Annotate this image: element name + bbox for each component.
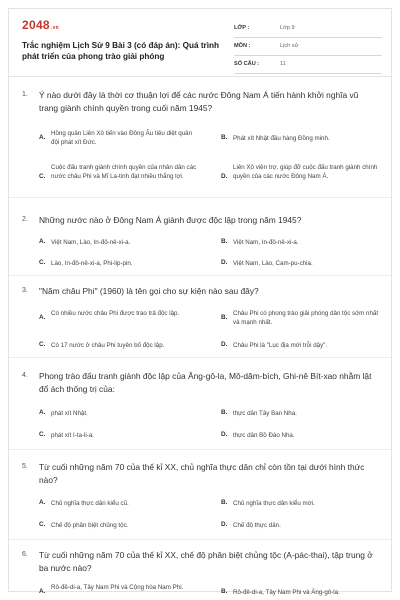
question-number: 2. — [22, 216, 28, 223]
meta-row-subject — [234, 38, 382, 56]
option-text: phát xít Nhật. — [51, 410, 88, 417]
question-number: 1. — [22, 91, 28, 98]
option-letter: B. — [221, 314, 228, 321]
option-letter: A. — [39, 588, 46, 595]
meta-key-subject: MÔN : — [234, 43, 251, 49]
option-text: Chủ nghĩa thực dân kiểu cũ. — [51, 500, 129, 507]
option-text: Có nhiều nước châu Phi được trao trả độc lập. — [51, 310, 180, 317]
option-text: Việt Nam, In-đô-nê-xi-a. — [233, 239, 299, 246]
question-number: 6. — [22, 551, 28, 558]
option-text: Có 17 nước ở châu Phi tuyên bố độc lập. — [51, 342, 165, 349]
option-text: thực dân Bồ Đào Nha. — [233, 432, 295, 439]
option-letter: B. — [221, 134, 228, 141]
question-text: Ý nào dưới đây là thời cơ thuận lợi để các nước Đông Nam Á tiến hành khởi nghĩa vũ trang giành chính quyền trong cuối năm 1945? — [39, 90, 359, 113]
option-text: Liên Xô viện trợ, giúp đỡ cuộc đấu tranh giành chính quyền của các nước Đông Nam Á. — [233, 164, 378, 180]
document-header — [22, 18, 382, 74]
option-letter: D. — [221, 341, 228, 348]
option-letter: A. — [39, 314, 46, 321]
question-text: Từ cuối những năm 70 của thế kỉ XX, chủ nghĩa thực dân chỉ còn tồn tại dưới hình thức nào? — [39, 462, 365, 485]
question-divider — [9, 197, 391, 198]
option-letter: C. — [39, 431, 46, 438]
option-text: Việt Nam, Lào, In-đô-nê-xi-a. — [51, 239, 131, 246]
meta-key-grade: LỚP : — [234, 25, 250, 31]
option-letter: C. — [39, 341, 46, 348]
option-letter: A. — [39, 499, 46, 506]
question-text: "Năm châu Phi" (1960) là tên gọi cho sự kiện nào sau đây? — [39, 286, 259, 296]
option-text: Rô-đê-di-a, Tây Nam Phi và Ăng-gô-la. — [233, 589, 340, 596]
question-divider — [9, 275, 391, 276]
option-text: Rô-đê-di-a, Tây Nam Phi và Cộng hòa Nam Phi. — [51, 584, 184, 591]
option-letter: B. — [221, 588, 228, 595]
option-text: Việt Nam, Lào, Cam-pu-chia. — [233, 260, 313, 267]
option-letter: C. — [39, 521, 46, 528]
option-letter: D. — [221, 259, 228, 266]
question-text: Phong trào đấu tranh giành độc lập của Ăng-gô-la, Mô-dăm-bích, Ghi-nê Bít-xao nhằm lật đổ ách thống trị của: — [39, 371, 372, 394]
option-letter: C. — [39, 259, 46, 266]
question-divider — [9, 449, 391, 450]
option-text: Phát xít Nhật đầu hàng Đồng minh. — [233, 135, 330, 142]
question-number: 3. — [22, 287, 28, 294]
header-divider — [9, 76, 391, 77]
meta-row-grade — [234, 20, 382, 38]
logo-suffix: .vn — [50, 25, 60, 31]
meta-row-question-count — [234, 56, 382, 74]
question-number: 5. — [22, 463, 28, 470]
option-letter: A. — [39, 134, 46, 141]
document-page — [8, 8, 392, 596]
question-text: Từ cuối những năm 70 của thế kỉ XX, chế độ phân biệt chủng tộc (A-pác-thai), tập trung ở ba nước nào? — [39, 550, 373, 573]
meta-value-subject: Lịch sử — [280, 43, 299, 49]
option-text: phát xít I-ta-li-a. — [51, 432, 94, 439]
option-letter: A. — [39, 238, 46, 245]
option-letter: D. — [221, 521, 228, 528]
option-text: Chế độ thực dân. — [233, 522, 281, 529]
option-text: Châu Phi có phong trào giải phóng dân tộc sớm nhất và mạnh nhất. — [233, 310, 379, 326]
option-text: Lào, In-đô-nê-xi-a, Phi-lip-pin. — [51, 260, 133, 267]
meta-key-question-count: SỐ CÂU : — [234, 61, 260, 67]
option-text: thực dân Tây Ban Nha. — [233, 410, 297, 417]
option-text: Hồng quân Liên Xô tiến vào Đông Âu tiêu diệt quân đội phát xít Đức. — [51, 130, 193, 146]
question-divider — [9, 357, 391, 358]
question-divider — [9, 539, 391, 540]
site-logo[interactable] — [22, 18, 59, 32]
option-text: Cuộc đấu tranh giành chính quyền của nhân dân các nước châu Phi và Mĩ La-tinh đạt nhiều thắng lợi. — [51, 164, 197, 180]
meta-value-grade: Lớp 9 — [280, 25, 295, 31]
question-number: 4. — [22, 372, 28, 379]
option-letter: B. — [221, 238, 228, 245]
option-text: Chủ nghĩa thực dân kiểu mới. — [233, 500, 315, 507]
option-letter: A. — [39, 409, 46, 416]
meta-value-question-count: 11 — [280, 61, 286, 67]
document-meta — [234, 20, 382, 74]
logo-text: 2048 — [22, 18, 50, 32]
option-letter: D. — [221, 173, 228, 180]
option-letter: D. — [221, 431, 228, 438]
option-letter: C. — [39, 173, 46, 180]
option-text: Chế độ phân biệt chủng tộc. — [51, 522, 129, 529]
option-text: Châu Phi là "Lục địa mới trỗi dậy". — [233, 342, 328, 349]
option-letter: B. — [221, 499, 228, 506]
option-letter: B. — [221, 409, 228, 416]
question-text: Những nước nào ở Đông Nam Á giành được độc lập trong năm 1945? — [39, 215, 302, 225]
document-title: Trắc nghiệm Lịch Sử 9 Bài 3 (có đáp án): Quá trình phát triển của phong trào giải phóng — [22, 41, 220, 61]
